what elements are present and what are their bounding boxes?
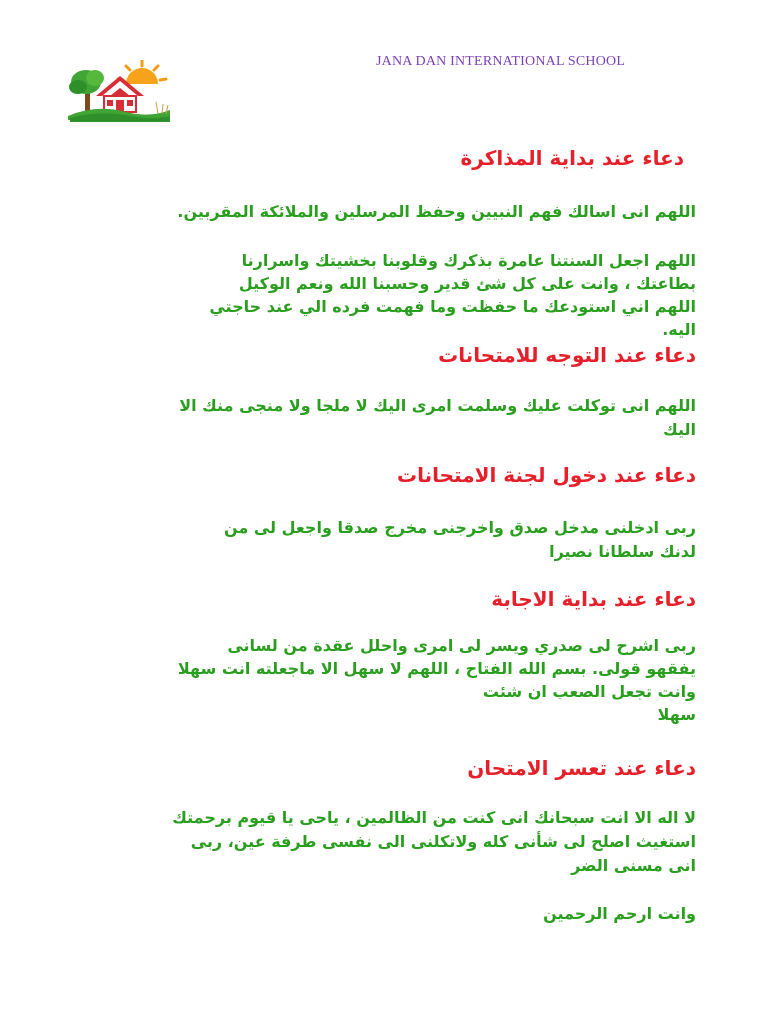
prayer-line: وانت ارحم الرحمين (543, 904, 696, 923)
section-heading-exam-going: دعاء عند التوجه للامتحانات (438, 343, 696, 367)
prayer-line: يفقهو قولى. بسم الله الفتاح ، اللهم لا سهل الا ماجعلته انت سهلا (177, 659, 696, 678)
prayer-line: بطاعتك ، وانت على كل شئ قدير وحسبنا الله ونعم الوكيل (238, 274, 696, 293)
prayer-line: استغيث اصلح لى شأنى كله ولاتكلنى الى نفسى طرفة عين، ربى (190, 832, 696, 851)
prayer-line: لدنك سلطانا نصيرا (549, 542, 696, 561)
school-name-header: JANA DAN INTERNATIONAL SCHOOL (376, 54, 626, 69)
prayer-line: انى مسنى الضر (571, 856, 696, 875)
prayer-line: لا اله الا انت سبحانك انى كنت من الظالمين ، ياحى يا قيوم برحمتك (172, 808, 696, 827)
prayer-paragraph (60, 394, 696, 442)
prayer-line: اليه. (662, 320, 696, 339)
prayer-line: اللهم انى اسالك فهم النبيين وحفظ المرسلين والملائكة المقربين. (177, 202, 696, 221)
prayer-line: سهلا (657, 705, 696, 724)
prayer-paragraph (60, 634, 696, 726)
prayer-line: اللهم اني استودعك ما حفظت وما فهمت فرده الي عند حاجتي (209, 297, 696, 316)
section-heading-study-start: دعاء عند بداية المذاكرة (460, 146, 684, 170)
section-heading-exam-hall: دعاء عند دخول لجنة الامتحانات (396, 463, 696, 487)
prayer-line: اللهم انى توكلت عليك وسلمت امرى اليك لا ملجا ولا منجى منك الا (179, 396, 696, 415)
section-heading-answer-start: دعاء عند بداية الاجابة (491, 587, 696, 611)
prayer-line: اللهم اجعل السنتنا عامرة بذكرك وقلوبنا بخشيتك واسرارنا (241, 251, 696, 270)
document-body (60, 0, 696, 1024)
prayer-line: ربى ادخلنى مدخل صدق واخرجنى مخرج صدقا واجعل لى من (223, 518, 696, 537)
section-heading-exam-difficulty: دعاء عند تعسر الامتحان (467, 756, 696, 780)
prayer-paragraph (60, 200, 696, 224)
prayer-paragraph (60, 249, 696, 341)
prayer-line: وانت تجعل الصعب ان شئت (482, 682, 696, 701)
prayer-line: اليك (663, 420, 696, 439)
prayer-line: ربى اشرح لى صدري ويسر لى امرى واحلل عقدة من لسانى (227, 636, 696, 655)
prayer-paragraph (60, 516, 696, 564)
prayer-paragraph (60, 806, 696, 878)
prayer-paragraph (60, 902, 696, 926)
